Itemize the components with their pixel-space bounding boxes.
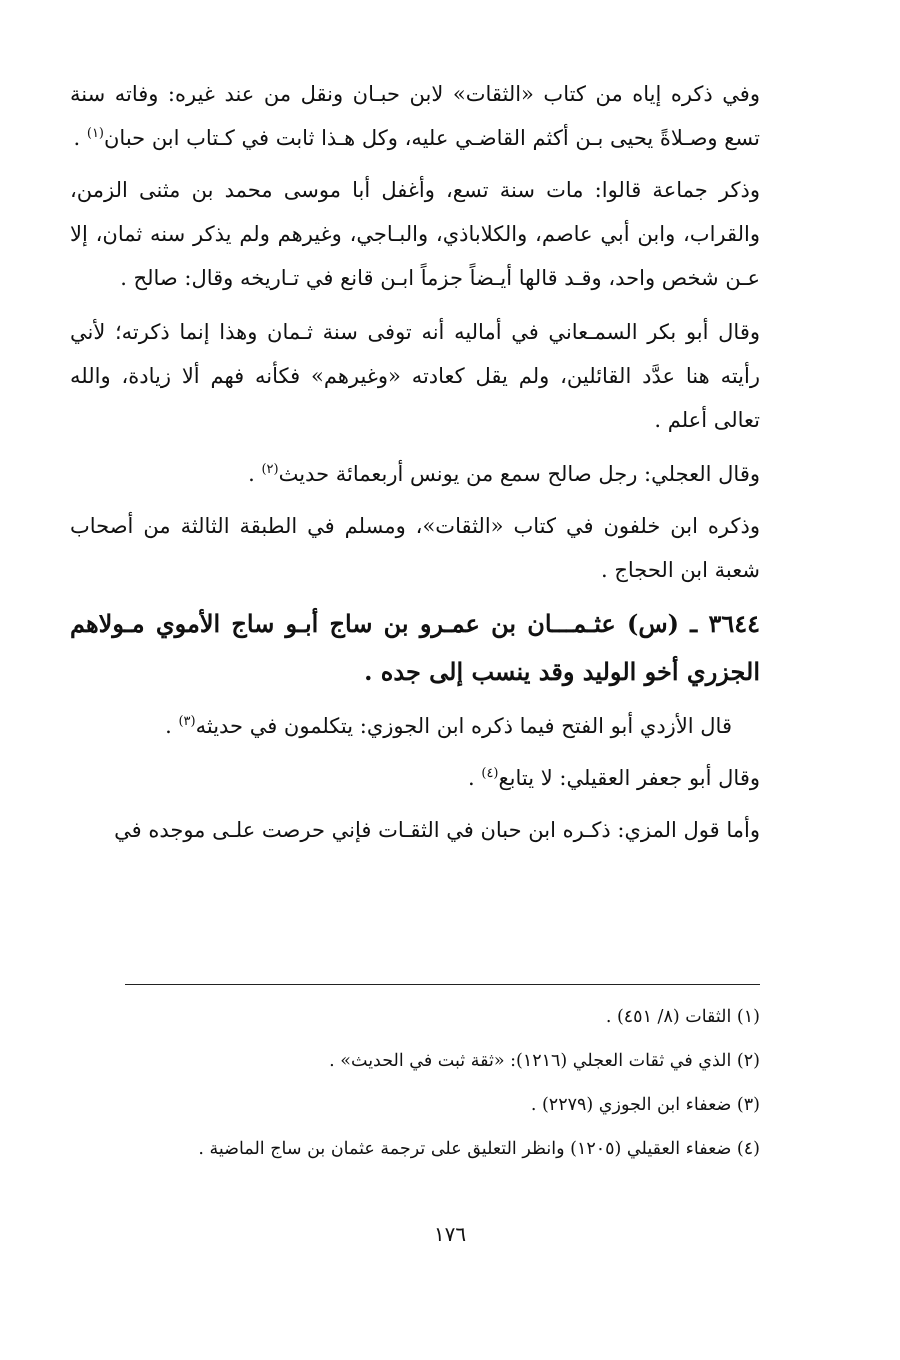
entry-heading: ٣٦٤٤ ـ (س) عثـمـــان بن عمـرو بن ساج أبـو ساج الأموي مـولاهم الجزري أخو الوليد وقد ينسب إلى جده . bbox=[70, 609, 760, 686]
paragraph-5: وذكره ابن خلفون في كتاب «الثقات»، ومسلم في الطبقة الثالثة من أصحاب شعبة ابن الحجاج . bbox=[70, 514, 760, 582]
footnote-ref-1[interactable]: (١) bbox=[86, 126, 104, 141]
footnote-ref-2[interactable]: (٢) bbox=[261, 462, 279, 477]
paragraph-1: وفي ذكره إياه من كتاب «الثقات» لابن حبـان ونقل من عند غيره: وفاته سنة تسع وصـلاةً يحيى بـن أكثم القاضـي عليه، وكل هـذا ثابت في كـتاب ابن حبان$^{(١)}$ . bbox=[70, 82, 760, 150]
footnotes bbox=[70, 995, 760, 1171]
paragraph-3: وقال أبو بكر السمـعاني في أماليه أنه توفى سنة ثـمان وهذا إنما ذكرته؛ لأني رأيته هنا عدَّد القائلين، ولم يقل كعادته «وغيرهم» فكأنه فهم ألا زيادة، والله تعالى أعلم . bbox=[70, 320, 760, 432]
footnote-2: (٢) الذي في ثقات العجلي (١٢١٦): «ثقة ثبت في الحديث» . bbox=[329, 1051, 760, 1071]
footnote-ref-4[interactable]: (٤) bbox=[481, 766, 499, 781]
page-number: ١٧٦ bbox=[433, 1222, 467, 1246]
entry-paragraph-1: قال الأزدي أبو الفتح فيما ذكره ابن الجوزي: يتكلمون في حديثه$^{(٣)}$ . bbox=[165, 714, 732, 738]
footnote-1: (١) الثقات (٨/ ٤٥١) . bbox=[605, 1007, 760, 1027]
paragraph-2: وذكر جماعة قالوا: مات سنة تسع، وأغفل أبا موسى محمد بن مثنى الزمن، والقراب، وابن أبي عاصم، والكلاباذي، والبـاجي، وغيرهم ولم يذكر سنه ثمان، إلا عـن شخص واحد، وقـد قالها أيـضاً جزماً ابـن قانع في تـاريخه وقال: صالح . bbox=[70, 178, 760, 290]
footnote-4: (٤) ضعفاء العقيلي (١٢٠٥) وانظر التعليق على ترجمة عثمان بن ساج الماضية . bbox=[198, 1139, 760, 1159]
footnote-3: (٣) ضعفاء ابن الجوزي (٢٢٧٩) . bbox=[530, 1095, 760, 1115]
main-text bbox=[70, 72, 760, 860]
footnote-ref-3[interactable]: (٣) bbox=[178, 714, 196, 729]
entry-paragraph-3: وأما قول المزي: ذكـره ابن حبان في الثقـات فإني حرصت علـى موجده في bbox=[114, 818, 760, 842]
paragraph-4: وقال العجلي: رجل صالح سمع من يونس أربعمائة حديث$^{(٢)}$ . bbox=[248, 462, 760, 486]
entry-paragraph-2: وقال أبو جعفر العقيلي: لا يتابع$^{(٤)}$ . bbox=[468, 766, 760, 790]
footnote-separator bbox=[125, 984, 760, 985]
